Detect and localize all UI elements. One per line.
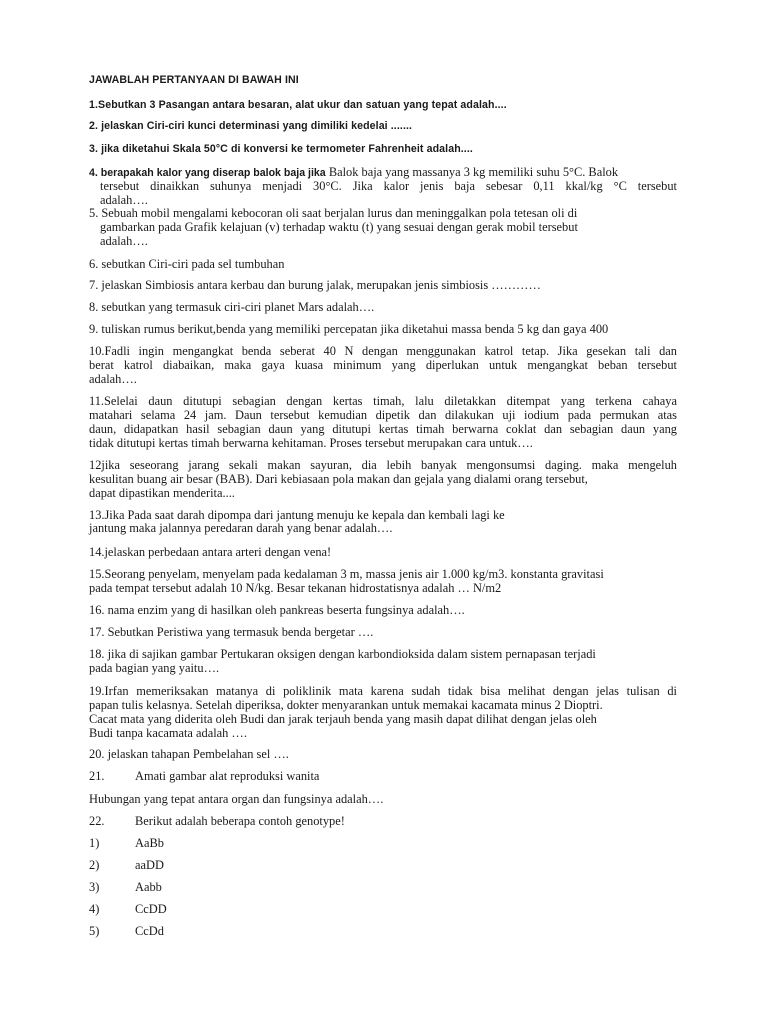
question-18-line-2: pada bagian yang yaitu….: [89, 661, 220, 675]
genotype-2-number: 2): [89, 858, 100, 872]
question-8: 8. sebutkan yang termasuk ciri-ciri planet Mars adalah….: [89, 300, 375, 314]
question-3: 3. jika diketahui Skala 50°C di konversi ke termometer Fahrenheit adalah....: [89, 143, 473, 155]
question-21-text: Amati gambar alat reproduksi wanita: [135, 769, 320, 783]
question-11-line-2: matahari selama 24 jam. Daun tersebut kemudian dipetik dan dilakukan uji iodium pada permukan atas: [89, 408, 677, 422]
question-11-line-3: daun, didapatkan hasil sebagian daun yang ditutupi kertas timah berwarna coklat dan sebagian daun yang: [89, 422, 677, 436]
question-12-line-3: dapat dipastikan menderita....: [89, 486, 235, 500]
question-15-line-1: 15.Seorang penyelam, menyelam pada kedalaman 3 m, massa jenis air 1.000 kg/m3. konstanta gravitasi: [89, 567, 604, 581]
question-1: 1.Sebutkan 3 Pasangan antara besaran, alat ukur dan satuan yang tepat adalah....: [89, 99, 507, 111]
genotype-3-number: 3): [89, 880, 100, 894]
genotype-3-value: Aabb: [135, 880, 162, 894]
question-5-line-2: gambarkan pada Grafik kelajuan (v) terhadap waktu (t) yang sesuai dengan gerak mobil tersebut: [100, 220, 578, 234]
question-17: 17. Sebutkan Peristiwa yang termasuk benda bergetar ….: [89, 625, 374, 639]
question-14: 14.jelaskan perbedaan antara arteri dengan vena!: [89, 545, 332, 559]
question-19-line-4: Budi tanpa kacamata adalah ….: [89, 726, 247, 740]
genotype-4-value: CcDD: [135, 902, 167, 916]
question-4-line-1: [89, 165, 677, 180]
question-13-line-1: 13.Jika Pada saat darah dipompa dari jantung menuju ke kepala dan kembali lagi ke: [89, 508, 505, 522]
question-2: 2. jelaskan Ciri-ciri kunci determinasi yang dimiliki kedelai .......: [89, 120, 413, 132]
genotype-2-value: aaDD: [135, 858, 164, 872]
question-7: 7. jelaskan Simbiosis antara kerbau dan burung jalak, merupakan jenis simbiosis …………: [89, 278, 541, 292]
question-13-line-2: jantung maka jalannya peredaran darah yang benar adalah….: [89, 521, 393, 535]
question-11-line-1: 11.Selelai daun ditutupi sebagian dengan kertas timah, lalu diletakkan ditempat yang terkena cahaya: [89, 394, 677, 408]
question-4-text: Balok baja yang massanya 3 kg memiliki suhu 5°C. Balok: [328, 165, 619, 179]
question-22-number: 22.: [89, 814, 105, 828]
question-10-line-2: berat katrol diabaikan, maka gaya kuasa minimum yang diperlukan untuk mengangkat beban tersebut: [89, 358, 677, 372]
genotype-1-value: AaBb: [135, 836, 164, 850]
question-19-line-3: Cacat mata yang diderita oleh Budi dan jarak terjauh benda yang masih dapat dilihat dengan jelas oleh: [89, 712, 597, 726]
question-15-line-2: pada tempat tersebut adalah 10 N/kg. Besar tekanan hidrostatisnya adalah … N/m2: [89, 581, 502, 595]
question-19-line-1: 19.Irfan memeriksakan matanya di poliklinik mata karena sudah tidak bisa melihat dengan jelas tulisan di: [89, 684, 677, 698]
question-16: 16. nama enzim yang di hasilkan oleh pankreas beserta fungsinya adalah….: [89, 603, 465, 617]
question-4-line-2: tersebut dinaikkan suhunya menjadi 30°C. Jika kalor jenis baja sebesar 0,11 kkal/kg °C tersebut: [100, 179, 677, 193]
question-4-bold: 4. berapakah kalor yang diserap balok baja jika: [89, 167, 326, 179]
question-12-line-2: kesulitan buang air besar (BAB). Dari kebiasaan pola makan dan gejala yang dialami orang tersebut,: [89, 472, 588, 486]
question-6: 6. sebutkan Ciri-ciri pada sel tumbuhan: [89, 257, 285, 271]
genotype-4-number: 4): [89, 902, 100, 916]
question-21-followup: Hubungan yang tepat antara organ dan fungsinya adalah….: [89, 792, 384, 806]
question-12-line-1: 12jika seseorang jarang sekali makan sayuran, dia lebih banyak mengonsumsi daging. maka mengeluh: [89, 458, 677, 472]
genotype-1-number: 1): [89, 836, 100, 850]
question-22-text: Berikut adalah beberapa contoh genotype!: [135, 814, 345, 828]
question-20: 20. jelaskan tahapan Pembelahan sel ….: [89, 747, 289, 761]
question-4-line-3: adalah….: [100, 193, 148, 207]
question-19-line-2: papan tulis kelasnya. Setelah diperiksa, dokter menyarankan untuk memakai kacamata minus 2 Dioptri.: [89, 698, 603, 712]
question-11-line-4: tidak ditutupi kertas timah berwarna kehitaman. Proses tersebut merupakan cara untuk….: [89, 436, 533, 450]
question-9: 9. tuliskan rumus berikut,benda yang memiliki percepatan jika diketahui massa benda 5 kg dan gaya 400: [89, 322, 609, 336]
genotype-5-value: CcDd: [135, 924, 164, 938]
question-5-line-1: 5. Sebuah mobil mengalami kebocoran oli saat berjalan lurus dan meninggalkan pola tetesan oli di: [89, 206, 578, 220]
heading: JAWABLAH PERTANYAAN DI BAWAH INI: [89, 74, 299, 86]
question-21-number: 21.: [89, 769, 105, 783]
genotype-5-number: 5): [89, 924, 100, 938]
question-18-line-1: 18. jika di sajikan gambar Pertukaran oksigen dengan karbondioksida dalam sistem pernapasan terjadi: [89, 647, 596, 661]
question-10-line-1: 10.Fadli ingin mengangkat benda seberat 40 N dengan menggunakan katrol tetap. Jika gesekan tali dan: [89, 344, 677, 358]
question-5-line-3: adalah….: [100, 234, 148, 248]
question-10-line-3: adalah….: [89, 372, 137, 386]
